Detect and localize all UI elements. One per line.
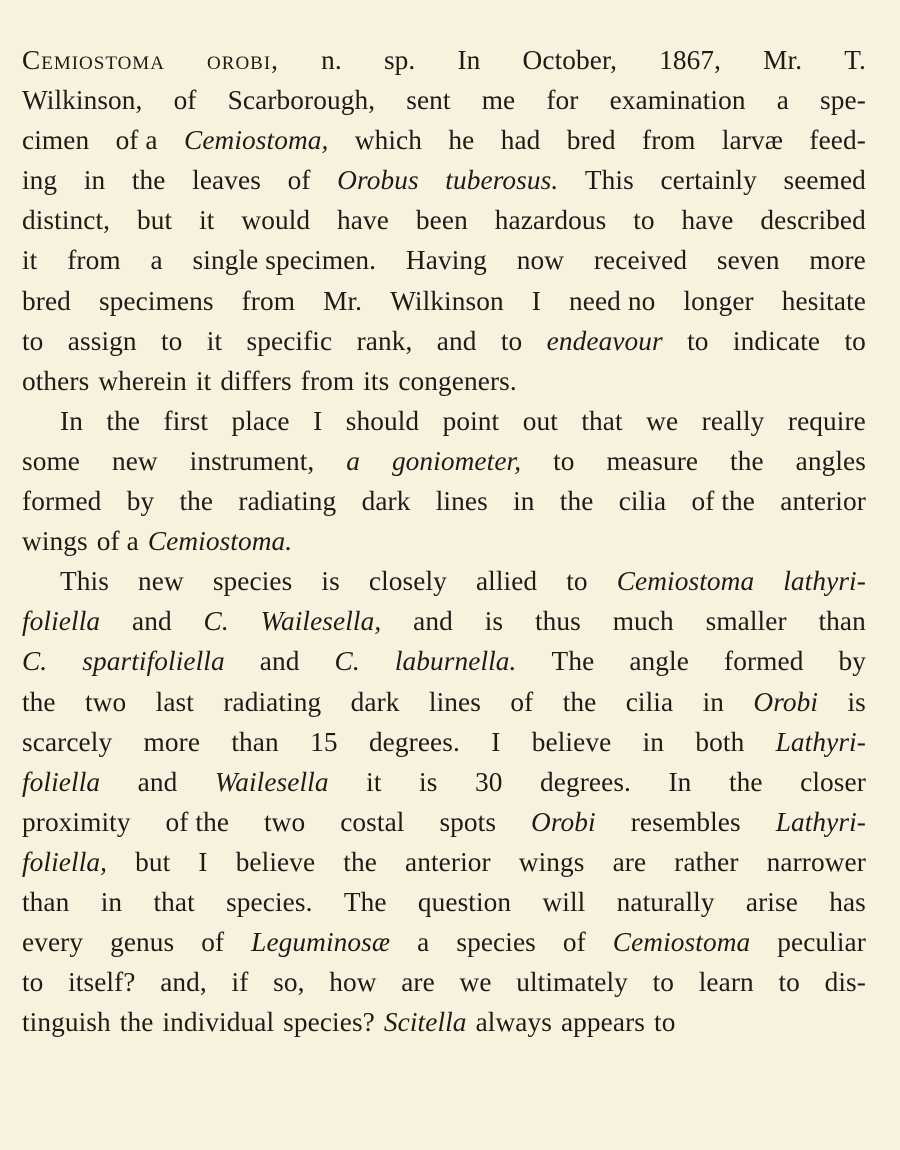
paragraph (22, 40, 866, 401)
word: Cemiostoma (616, 566, 755, 597)
word: the (728, 766, 763, 797)
word: believe (531, 726, 612, 757)
word: the (106, 405, 141, 436)
word: scarcely (22, 726, 113, 757)
word: rank, (356, 325, 413, 356)
word: sp. (383, 45, 416, 75)
word: is (847, 686, 866, 717)
word: of the (691, 486, 755, 517)
text-line (22, 922, 866, 962)
word: two (264, 806, 306, 837)
word: me (481, 85, 516, 116)
word: the (343, 846, 377, 877)
word: foliella (22, 606, 101, 637)
word: hazardous (494, 205, 607, 236)
word: itself? (68, 967, 136, 998)
word: of (201, 927, 225, 958)
word: are (401, 967, 435, 998)
word: and (259, 646, 300, 677)
word: narrower (766, 846, 866, 877)
word: proximity (22, 806, 131, 837)
word: genus (110, 927, 175, 958)
word: the (559, 486, 594, 517)
word: the (131, 165, 166, 196)
word: he (448, 125, 475, 156)
word: the (562, 686, 597, 717)
word: closer (800, 766, 866, 797)
word: cilia (618, 486, 667, 517)
word: certainly (660, 165, 757, 196)
word: wings (22, 526, 88, 557)
word: of a (96, 526, 139, 557)
word: Orobus (337, 165, 419, 196)
word: costal (340, 806, 405, 837)
word: Orobi (531, 806, 596, 837)
word: degrees. (539, 766, 631, 797)
word: in (100, 886, 123, 917)
word: it (22, 245, 38, 276)
word: in (642, 726, 665, 757)
word: species (456, 927, 536, 958)
text-line (22, 682, 866, 722)
word: is (419, 766, 438, 797)
word: bred (22, 285, 71, 316)
word: lines (428, 686, 481, 717)
word: specimens (98, 285, 214, 316)
word: always (475, 1007, 552, 1038)
word: more (143, 726, 201, 757)
word: to (687, 325, 709, 356)
word: species? (283, 1007, 375, 1038)
word: Wailesella (214, 766, 329, 797)
word: should (345, 405, 420, 436)
word: spots (439, 806, 497, 837)
word: Cemiostoma (22, 45, 165, 75)
word: orobi, (207, 45, 279, 75)
word: would (241, 205, 311, 236)
word: degrees. (368, 726, 460, 757)
word: Having (405, 245, 487, 276)
word: by (838, 646, 866, 677)
word: In (60, 405, 83, 436)
word: question (417, 886, 512, 917)
word: the (179, 486, 214, 517)
word: indicate (732, 325, 821, 356)
word: learn (698, 967, 754, 998)
word: Wilkinson, (22, 85, 143, 116)
word: I (491, 726, 501, 757)
word: of (562, 927, 586, 958)
word: endeavour (546, 325, 663, 356)
word: feed- (809, 125, 866, 156)
word: new (111, 445, 158, 476)
word: 1867, (659, 45, 722, 75)
word: Leguminosæ (251, 927, 391, 958)
word: have (337, 205, 389, 236)
word: of (287, 165, 311, 196)
word: first (163, 405, 209, 436)
word: to (566, 566, 588, 597)
word: C. (334, 646, 360, 677)
word: anterior (405, 846, 491, 877)
word: single specimen. (192, 245, 377, 276)
word: dis- (824, 967, 866, 998)
word: and, (160, 967, 207, 998)
word: formed (22, 486, 102, 517)
word: measure (606, 445, 699, 476)
word: of a (115, 125, 158, 156)
word: hesitate (781, 285, 866, 316)
word: lathyri- (783, 566, 866, 597)
text-line (22, 401, 866, 441)
word: that (153, 886, 195, 917)
word: to (500, 325, 523, 356)
word: has (829, 886, 866, 917)
word: formed (724, 646, 804, 677)
word: of (173, 85, 197, 116)
word: than (231, 726, 279, 757)
word: lines (435, 486, 488, 517)
word: we (459, 967, 492, 998)
word: others (22, 365, 90, 396)
text-line (22, 200, 866, 240)
word: I (198, 846, 208, 877)
word: peculiar (777, 927, 866, 958)
word: to (778, 967, 800, 998)
word: longer (683, 285, 754, 316)
word: than (818, 606, 866, 637)
word: to (22, 325, 44, 356)
word: a (346, 445, 361, 476)
text-line (22, 641, 866, 681)
word: naturally (616, 886, 715, 917)
word: C. (22, 646, 48, 677)
word: The (343, 886, 387, 917)
text-line (22, 441, 866, 481)
word: Scarborough, (227, 85, 376, 116)
word: species (212, 566, 293, 597)
word: from (241, 285, 296, 316)
word: the (22, 686, 56, 717)
word: it (206, 325, 223, 356)
word: require (787, 405, 866, 436)
word: Wilkinson (390, 285, 504, 316)
word: seven (716, 245, 780, 276)
word: will (542, 886, 586, 917)
word: is (321, 566, 340, 597)
word: foliella, (22, 846, 108, 877)
word: tuberosus. (445, 165, 559, 196)
word: wings (518, 846, 585, 877)
word: cimen (22, 125, 90, 156)
word: if (231, 967, 249, 998)
word: seemed (783, 165, 866, 196)
word: This (584, 165, 634, 196)
word: by (126, 486, 155, 517)
text-line (22, 160, 866, 200)
word: to (844, 325, 866, 356)
word: foliella (22, 766, 101, 797)
word: it (199, 205, 215, 236)
word: now (516, 245, 565, 276)
word: sent (406, 85, 451, 116)
word: of the (165, 806, 230, 837)
word: The (551, 646, 595, 677)
word: thus (534, 606, 581, 637)
word: to (553, 445, 575, 476)
word: and (436, 325, 477, 356)
text-line (22, 240, 866, 280)
word: anterior (780, 486, 866, 517)
word: much (612, 606, 674, 637)
text-line (22, 321, 866, 361)
word: in (702, 686, 725, 717)
word: species. (226, 886, 313, 917)
word: dark (361, 486, 411, 517)
word: to (161, 325, 183, 356)
word: two (85, 686, 127, 717)
word: had (500, 125, 541, 156)
word: out (522, 405, 558, 436)
word: that (581, 405, 623, 436)
word: wherein (98, 365, 187, 396)
word: need no (569, 285, 656, 316)
word: from (642, 125, 696, 156)
word: Mr. (323, 285, 363, 316)
word: to (652, 967, 675, 998)
paragraph (22, 561, 866, 1042)
text-line (22, 361, 866, 401)
text-line (22, 521, 866, 561)
paragraph (22, 401, 866, 561)
word: for (546, 85, 579, 116)
word: every (22, 927, 84, 958)
text-line (22, 80, 866, 120)
word: n. (321, 45, 342, 75)
word: goniometer, (391, 445, 522, 476)
word: and (131, 606, 172, 637)
word: than (22, 886, 70, 917)
word: it (195, 365, 212, 396)
word: appears (560, 1007, 646, 1038)
word: described (760, 205, 866, 236)
word: from (300, 365, 355, 396)
word: Cemiostoma. (147, 526, 293, 557)
word: are (612, 846, 647, 877)
text-line (22, 1002, 866, 1042)
word: radiating (238, 486, 337, 517)
text-line (22, 722, 866, 762)
word: in (83, 165, 106, 196)
word: leaves (192, 165, 261, 196)
word: in (513, 486, 535, 517)
word: examination (609, 85, 746, 116)
word: C. (203, 606, 229, 637)
word: of (510, 686, 534, 717)
word: it (366, 766, 382, 797)
word: larvæ (721, 125, 784, 156)
word: distinct, (22, 205, 111, 236)
word: spartifoliella (82, 646, 225, 677)
word: instrument, (189, 445, 315, 476)
text-line (22, 882, 866, 922)
word: individual (162, 1007, 275, 1038)
word: I (531, 285, 541, 316)
word: laburnella. (394, 646, 517, 677)
word: and (413, 606, 453, 637)
word: 30 (474, 766, 503, 797)
text-line (22, 40, 866, 80)
word: ultimately (516, 967, 628, 998)
word: differs (220, 365, 292, 396)
word: spe- (820, 85, 866, 116)
word: a (417, 927, 430, 958)
text-line (22, 762, 866, 802)
word: point (442, 405, 500, 436)
word: but (137, 205, 173, 236)
word: from (67, 245, 121, 276)
word: a (150, 245, 163, 276)
word: T. (844, 45, 866, 75)
word: congeners. (398, 365, 517, 396)
word: October, (522, 45, 617, 75)
word: radiating (223, 686, 322, 717)
word: This (60, 566, 109, 597)
word: closely (368, 566, 447, 597)
word: smaller (705, 606, 787, 637)
word: the (119, 1007, 154, 1038)
word: resembles (630, 806, 741, 837)
word: Cemiostoma (612, 927, 751, 958)
word: to (633, 205, 655, 236)
word: so, (273, 967, 305, 998)
word: been (415, 205, 468, 236)
text-line (22, 481, 866, 521)
word: last (155, 686, 194, 717)
word: In (457, 45, 481, 75)
word: 15 (310, 726, 338, 757)
word: but (135, 846, 171, 877)
word: place (231, 405, 290, 436)
text-line (22, 120, 866, 160)
word: cilia (625, 686, 674, 717)
word: Wailesella, (260, 606, 382, 637)
word: dark (350, 686, 400, 717)
word: some (22, 445, 81, 476)
word: ing (22, 165, 58, 196)
word: how (329, 967, 377, 998)
word: arise (745, 886, 798, 917)
word: really (701, 405, 765, 436)
word: I (313, 405, 323, 436)
word: Mr. (763, 45, 803, 75)
word: have (681, 205, 734, 236)
word: rather (674, 846, 739, 877)
word: received (593, 245, 688, 276)
word: Scitella (383, 1007, 467, 1038)
word: allied (475, 566, 538, 597)
word: Lathyri- (775, 806, 866, 837)
text-line (22, 962, 866, 1002)
text-line (22, 601, 866, 641)
word: to (654, 1007, 676, 1038)
word: In (668, 766, 692, 797)
word: is (484, 606, 504, 637)
word: the (730, 445, 764, 476)
word: tinguish (22, 1007, 111, 1038)
text-line (22, 842, 866, 882)
text-line (22, 281, 866, 321)
text-line (22, 561, 866, 601)
word: Cemiostoma, (184, 125, 329, 156)
word: which (354, 125, 423, 156)
word: more (809, 245, 866, 276)
word: both (695, 726, 745, 757)
word: new (137, 566, 184, 597)
word: believe (235, 846, 316, 877)
word: and (137, 766, 178, 797)
word: bred (566, 125, 616, 156)
word: its (363, 365, 390, 396)
word: assign (67, 325, 137, 356)
word: angles (795, 445, 866, 476)
text-line (22, 802, 866, 842)
word: angle (629, 646, 689, 677)
word: specific (246, 325, 333, 356)
word: Orobi (753, 686, 819, 717)
word: Lathyri- (775, 726, 866, 757)
word: to (22, 967, 44, 998)
word: a (776, 85, 789, 116)
body-text (22, 40, 866, 1042)
word: we (646, 405, 679, 436)
